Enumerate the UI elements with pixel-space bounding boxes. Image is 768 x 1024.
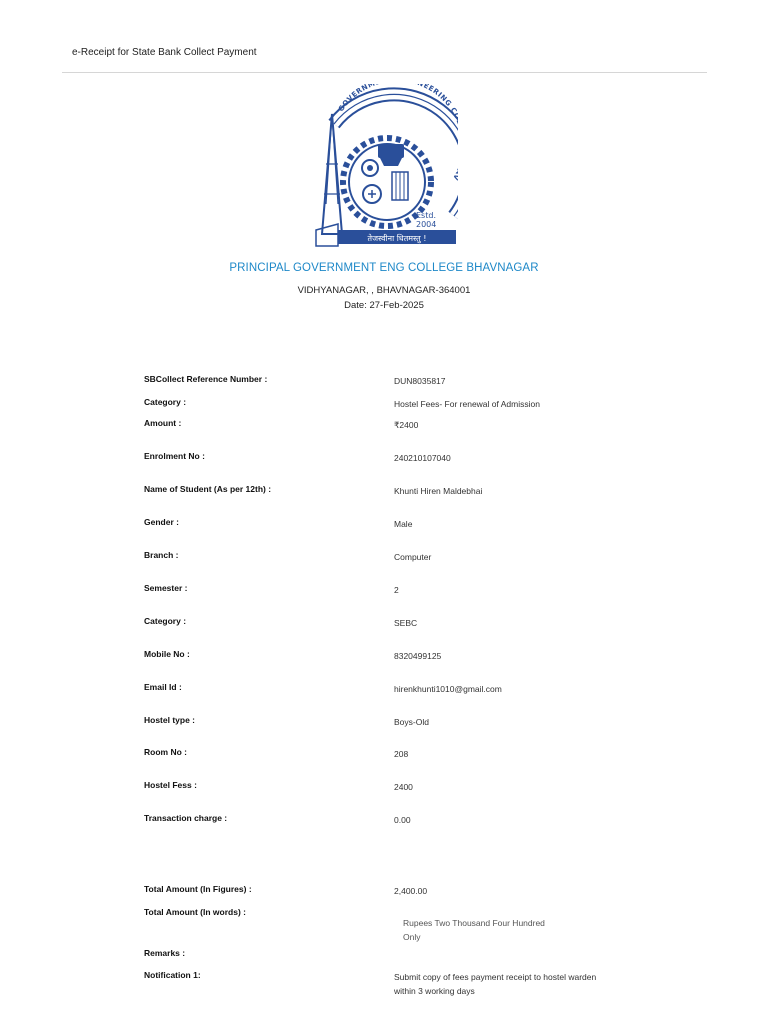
receipt-date: Date: 27-Feb-2025: [344, 300, 424, 311]
field-label: Notification 1:: [144, 970, 201, 980]
field-label: Hostel Fess :: [144, 780, 197, 790]
field-label: Branch :: [144, 550, 179, 560]
field-label: Mobile No :: [144, 649, 190, 659]
field-label: Email Id :: [144, 682, 182, 692]
college-logo: [312, 84, 458, 250]
field-value: 0.00: [394, 815, 411, 825]
field-value: 2400: [394, 782, 413, 792]
field-value: Male: [394, 519, 413, 529]
field-value: Rupees Two Thousand Four Hundred Only: [403, 918, 545, 942]
field-label: Remarks :: [144, 948, 186, 958]
logo-ring-text: GOVERNM EERING C: [336, 84, 458, 116]
college-address: VIDHYANAGAR, , BHAVNAGAR-364001: [297, 285, 471, 296]
field-value: Hostel Fees- For renewal of Admission: [394, 399, 540, 409]
field-label: Enrolment No :: [144, 451, 205, 461]
field-label: Total Amount (In Figures) :: [144, 884, 252, 894]
field-value: 2,400.00: [394, 886, 428, 896]
field-label: Name of Student (As per 12th) :: [144, 484, 272, 494]
field-value: 208: [394, 749, 409, 759]
field-label: Transaction charge :: [144, 813, 228, 823]
logo-estd-label: Estd.: [416, 211, 436, 220]
field-value: Boys-Old: [394, 717, 429, 727]
field-value: SEBC: [394, 618, 418, 628]
field-value: ₹2400: [394, 420, 419, 430]
field-value: 240210107040: [394, 453, 451, 463]
field-value: DUN8035817: [394, 376, 446, 386]
field-label: Hostel type :: [144, 715, 196, 725]
field-label: Category :: [144, 616, 187, 626]
field-value: Khunti Hiren Maldebhai: [394, 486, 483, 496]
field-label: Gender :: [144, 517, 179, 527]
header-divider: [62, 72, 707, 73]
field-label: SBCollect Reference Number :: [144, 374, 268, 384]
logo-estd-year: 2004: [416, 220, 437, 229]
logo-motto: तेजस्वीना धितमस्तु !: [367, 234, 427, 243]
field-label: Semester :: [144, 583, 188, 593]
field-label: Amount :: [144, 418, 182, 428]
field-label: Total Amount (In words) :: [144, 907, 246, 917]
field-value: 8320499125: [394, 651, 442, 661]
field-value: Computer: [394, 552, 432, 562]
field-label: Category :: [144, 397, 187, 407]
field-value: 2: [394, 585, 399, 595]
receipt-header: e-Receipt for State Bank Collect Payment: [72, 47, 257, 58]
field-value: Submit copy of fees payment receipt to hostel warden within 3 working days: [394, 972, 597, 996]
college-logo-graphic: [312, 84, 458, 250]
college-name: PRINCIPAL GOVERNMENT ENG COLLEGE BHAVNAGAR: [229, 262, 539, 274]
field-value: hirenkhunti1010@gmail.com: [394, 684, 502, 694]
field-label: Room No :: [144, 747, 187, 757]
